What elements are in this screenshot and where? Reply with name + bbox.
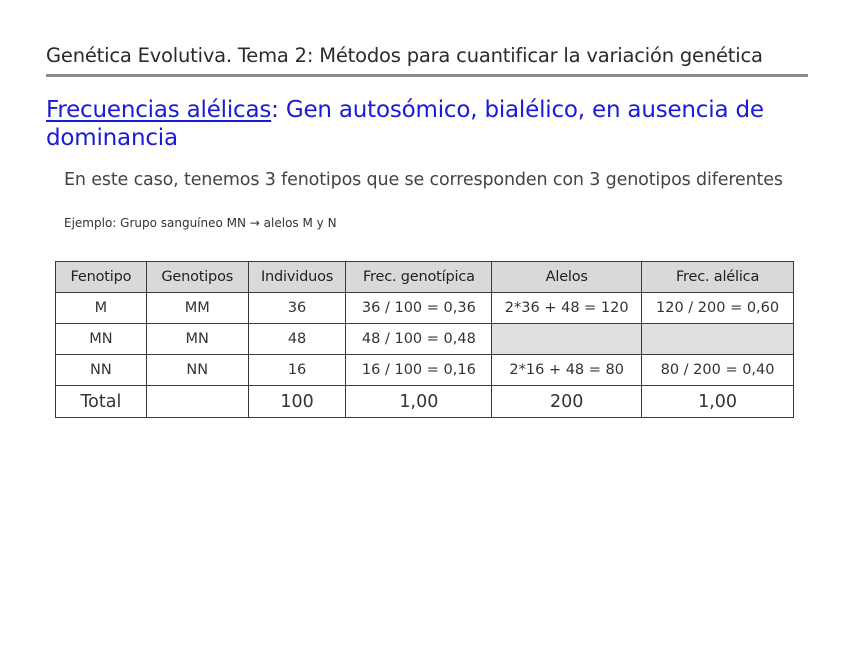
example-text: Ejemplo: Grupo sanguíneo MN → alelos M y N: [64, 216, 337, 230]
title-rest: : Gen autosómico, bialélico, en ausencia de dominancia: [46, 97, 764, 151]
header-alelos: Alelos: [492, 262, 642, 293]
cell-individuos: 36: [248, 293, 346, 324]
header-fenotipo: Fenotipo: [56, 262, 147, 293]
cell-alelos-empty: [492, 324, 642, 355]
table-header-row: [56, 262, 794, 293]
cell-fenotipo: MN: [56, 324, 147, 355]
intro-text: En este caso, tenemos 3 fenotipos que se corresponden con 3 genotipos diferentes: [64, 170, 783, 190]
cell-fenotipo: NN: [56, 355, 147, 386]
cell-frec-genotipica: 36 / 100 = 0,36: [346, 293, 492, 324]
cell-frec-alelica-empty: [642, 324, 794, 355]
cell-individuos: 48: [248, 324, 346, 355]
header-frec-alelica: Frec. alélica: [642, 262, 794, 293]
table-total-row: [56, 386, 794, 418]
header-divider: [46, 74, 808, 77]
allele-frequency-table: [55, 261, 794, 418]
cell-frec-genotipica: 16 / 100 = 0,16: [346, 355, 492, 386]
header-individuos: Individuos: [248, 262, 346, 293]
cell-total-individuos: 100: [248, 386, 346, 418]
table-row: [56, 355, 794, 386]
header-genotipos: Genotipos: [146, 262, 248, 293]
table-row: [56, 324, 794, 355]
cell-fenotipo: M: [56, 293, 147, 324]
cell-individuos: 16: [248, 355, 346, 386]
slide-title: [46, 96, 806, 152]
cell-genotipos: MN: [146, 324, 248, 355]
cell-frec-alelica: 120 / 200 = 0,60: [642, 293, 794, 324]
cell-alelos: 2*36 + 48 = 120: [492, 293, 642, 324]
presentation-header: Genética Evolutiva. Tema 2: Métodos para cuantificar la variación genética: [46, 44, 763, 67]
table-row: [56, 293, 794, 324]
cell-total-frec-genotipica: 1,00: [346, 386, 492, 418]
cell-total-alelos: 200: [492, 386, 642, 418]
cell-alelos: 2*16 + 48 = 80: [492, 355, 642, 386]
cell-total-frec-alelica: 1,00: [642, 386, 794, 418]
cell-genotipos: NN: [146, 355, 248, 386]
cell-total-genotipos: [146, 386, 248, 418]
cell-frec-alelica: 80 / 200 = 0,40: [642, 355, 794, 386]
title-link[interactable]: Frecuencias alélicas: [46, 97, 272, 123]
cell-total-label: Total: [56, 386, 147, 418]
header-frec-genotipica: Frec. genotípica: [346, 262, 492, 293]
cell-frec-genotipica: 48 / 100 = 0,48: [346, 324, 492, 355]
cell-genotipos: MM: [146, 293, 248, 324]
